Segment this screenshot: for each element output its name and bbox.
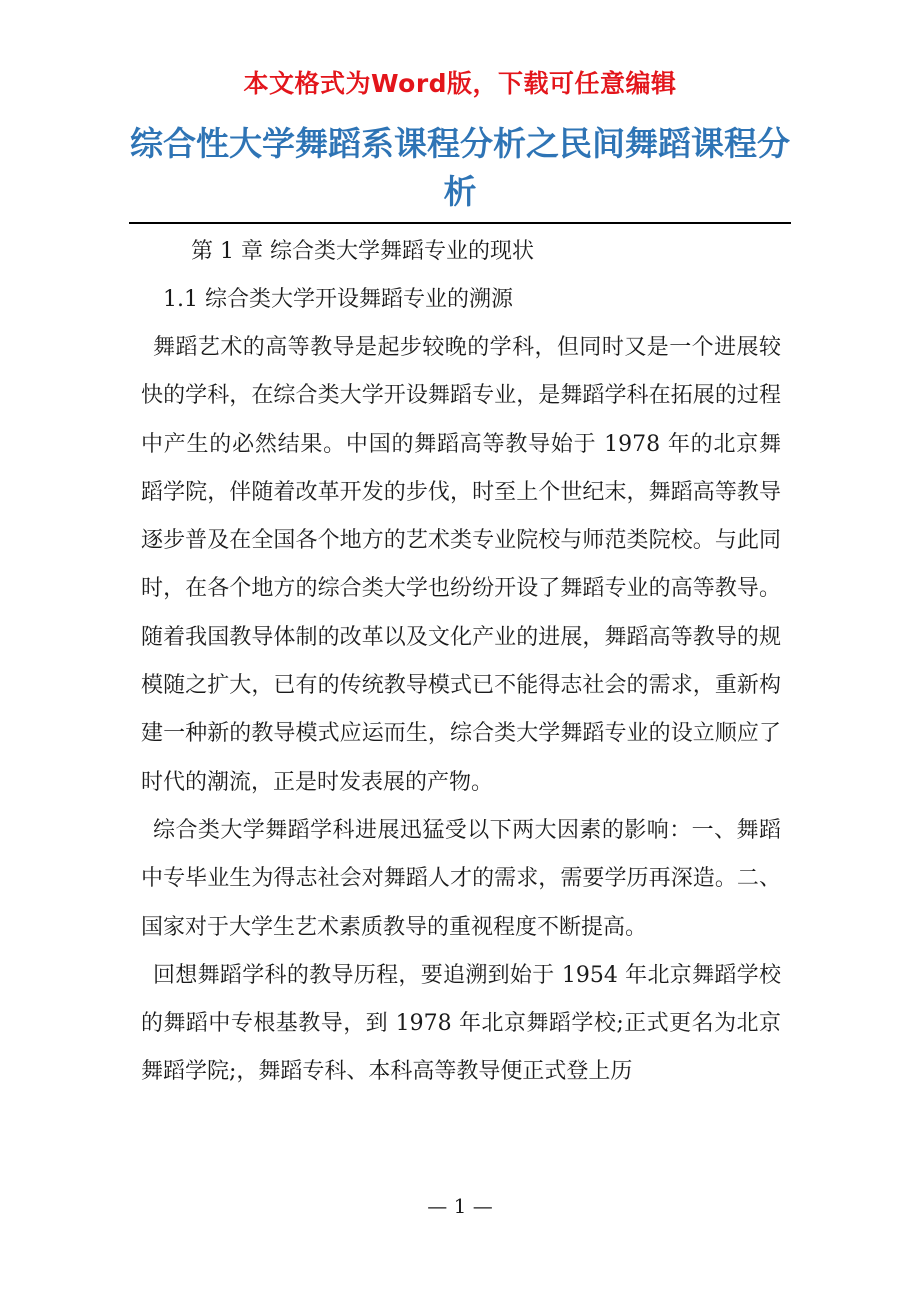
document-title: 综合性大学舞蹈系课程分析之民间舞蹈课程分析	[130, 124, 790, 211]
paragraph-3: 回想舞蹈学科的教导历程，要追溯到始于 1954 年北京舞蹈学校的舞蹈中专根基教导，到 1978 年北京舞蹈学校;正式更名为北京舞蹈学院;，舞蹈专科、本科高等教导便正式登上历	[141, 962, 781, 1085]
chapter-heading: 第 1 章 综合类大学舞蹈专业的现状	[191, 239, 534, 264]
section-heading: 1.1 综合类大学开设舞蹈专业的溯源	[163, 287, 513, 312]
page-number: — 1 —	[427, 1194, 493, 1218]
document-body	[141, 228, 781, 1097]
paragraph-2: 综合类大学舞蹈学科进展迅猛受以下两大因素的影响：一、舞蹈中专毕业生为得志社会对舞蹈人才的需求，需要学历再深造。二、国家对于大学生艺术素质教导的重视程度不断提高。	[141, 817, 781, 940]
paragraph-1: 舞蹈艺术的高等教导是起步较晚的学科，但同时又是一个进展较快的学科，在综合类大学开设舞蹈专业，是舞蹈学科在拓展的过程中产生的必然结果。中国的舞蹈高等教导始于 1978 年的北京舞蹈学院，伴随着改革开发的步伐，时至上个世纪末，舞蹈高等教导逐步普及在全国各个地方的艺术类专业院校与师范类院校。与此同时，在各个地方的综合类大学也纷纷开设了舞蹈专业的高等教导。随着我国教导体制的改革以及文化产业的进展，舞蹈高等教导的规模随之扩大，已有的传统教导模式已不能得志社会的需求，重新构建一种新的教导模式应运而生，综合类大学舞蹈专业的设立顺应了时代的潮流，正是时发表展的产物。	[141, 335, 781, 795]
format-notice: 本文格式为Word版，下载可任意编辑	[243, 69, 677, 98]
title-divider	[129, 222, 791, 224]
